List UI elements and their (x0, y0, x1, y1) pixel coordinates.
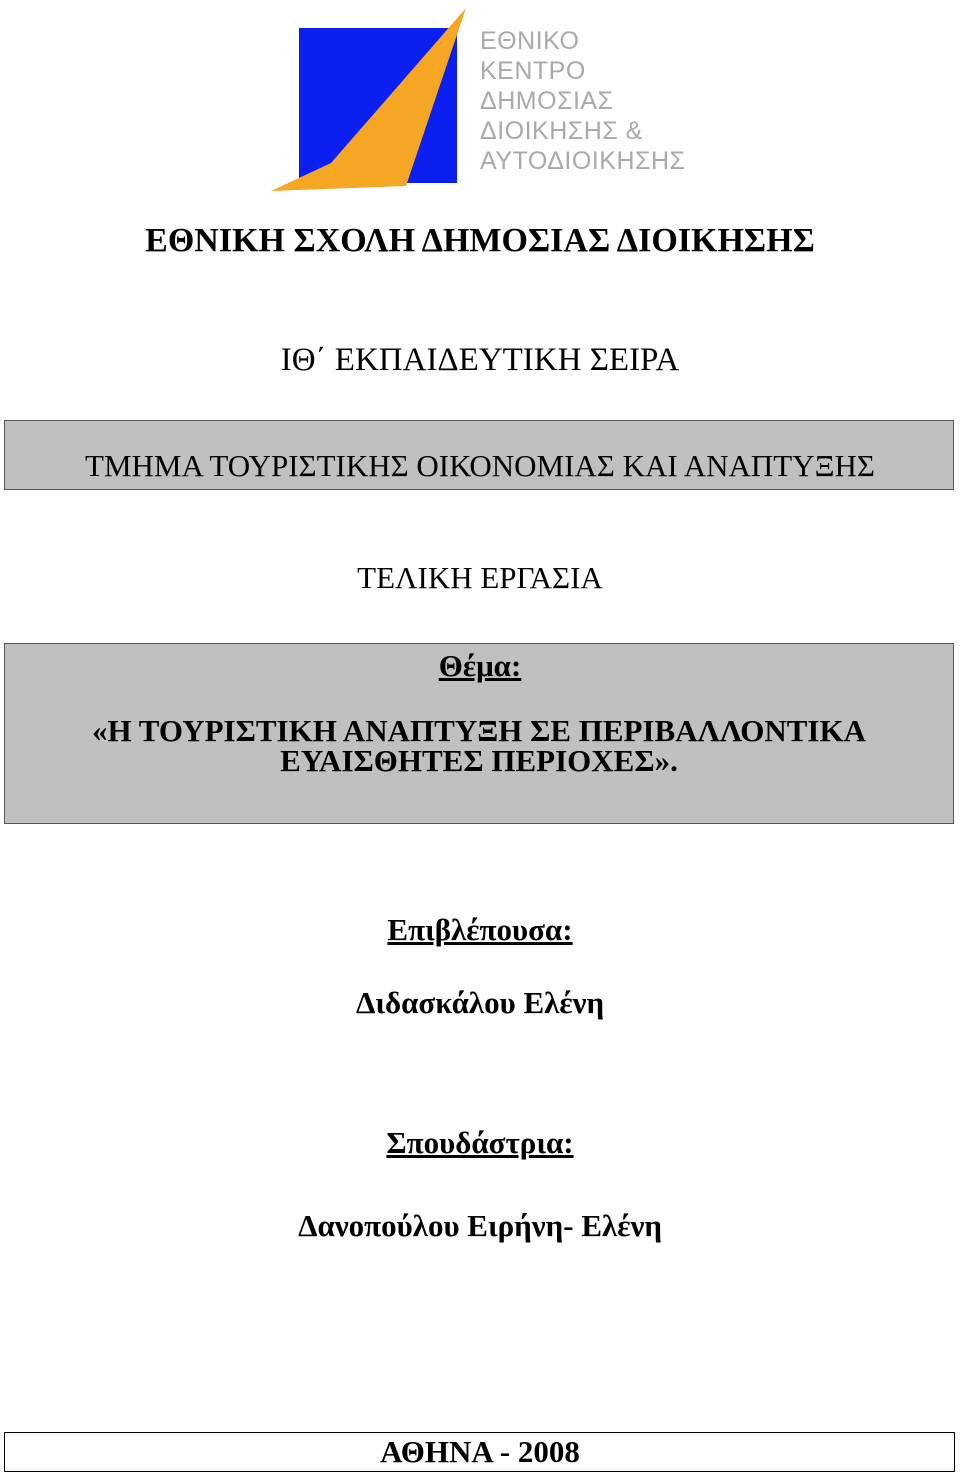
supervisor-label: Επιβλέπουσα: (387, 912, 573, 947)
school-title: ΕΘΝΙΚΗ ΣΧΟΛΗ ΔΗΜΟΣΙΑΣ ΔΙΟΙΚΗΣΗΣ (145, 222, 815, 259)
student-label: Σπουδάστρια: (386, 1125, 574, 1160)
supervisor-name: Διδασκάλου Ελένη (355, 985, 605, 1020)
logo-line: ΕΘΝΙΚΟ (480, 27, 580, 55)
student-name: Δανοπούλου Ειρήνη- Ελένη (298, 1208, 662, 1243)
department-title: ΤΜΗΜΑ ΤΟΥΡΙΣΤΙΚΗΣ ΟΙΚΟΝΟΜΙΑΣ ΚΑΙ ΑΝΑΠΤΥΞΗΣ (85, 448, 875, 483)
topic-text (4, 713, 954, 778)
ekdda-logo (266, 8, 686, 193)
logo-line: ΔΗΜΟΣΙΑΣ (480, 87, 614, 115)
ekdda-logo-icon (266, 8, 476, 193)
topic-line: ΕΥΑΙΣΘΗΤΕΣ ΠΕΡΙΟΧΕΣ». (280, 743, 678, 778)
logo-line: ΔΙΟΙΚΗΣΗΣ & (480, 117, 643, 145)
logo-line: ΑΥΤΟΔΙΟΙΚΗΣΗΣ (480, 147, 686, 175)
series-title: ΙΘ΄ ΕΚΠΑΙΔΕΥΤΙΚΗ ΣΕΙΡΑ (280, 342, 680, 378)
footer-place-year: ΑΘΗΝΑ - 2008 (380, 1434, 580, 1469)
logo-line: ΚΕΝΤΡΟ (480, 57, 586, 85)
logo-wordmark (480, 26, 685, 176)
topic-line: «Η ΤΟΥΡΙΣΤΙΚΗ ΑΝΑΠΤΥΞΗ ΣΕ ΠΕΡΙΒΑΛΛΟΝΤΙΚΑ (91, 713, 867, 748)
document-type: ΤΕΛΙΚΗ ΕΡΓΑΣΙΑ (357, 560, 603, 595)
topic-label: Θέμα: (438, 648, 522, 683)
